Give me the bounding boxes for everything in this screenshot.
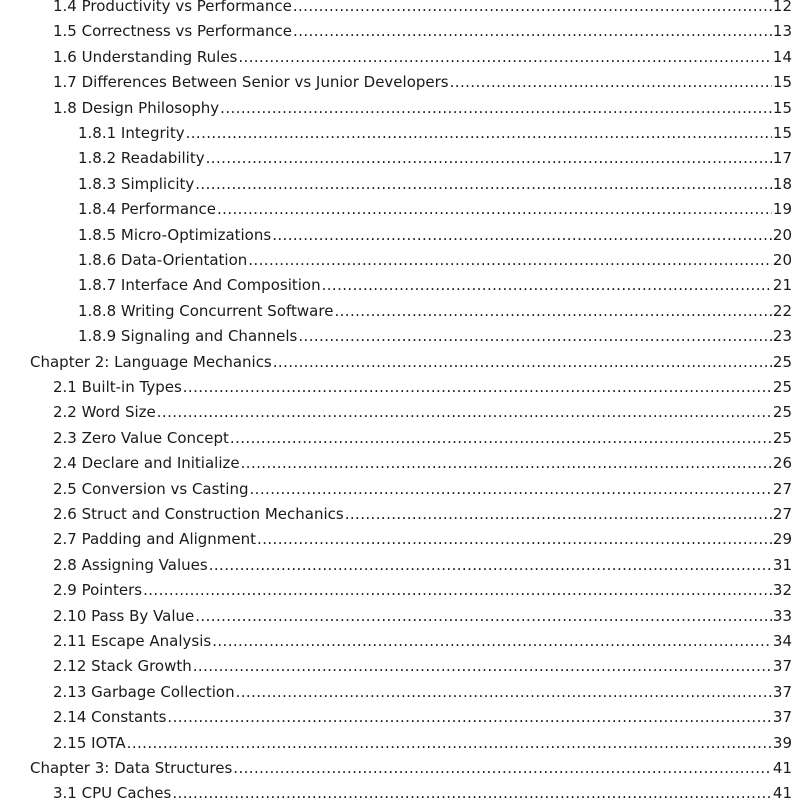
dot-leader — [273, 353, 772, 371]
dot-leader — [143, 581, 772, 599]
toc-entry-page-number: 15 — [772, 73, 792, 92]
toc-entry-title: Chapter 3: Data Structures — [30, 759, 233, 777]
toc-entry-page-number: 34 — [772, 632, 792, 650]
toc-entry-page-number: 41 — [772, 784, 792, 800]
toc-entry[interactable] — [0, 678, 792, 703]
toc-entry-page-number: 25 — [772, 378, 792, 396]
toc-entry[interactable] — [0, 43, 792, 68]
toc-entry[interactable] — [0, 170, 792, 195]
toc-entry-title: 2.4 Declare and Initialize — [53, 454, 240, 473]
toc-entry[interactable] — [0, 246, 792, 271]
toc-entry[interactable] — [0, 703, 792, 728]
toc-entry[interactable] — [0, 525, 792, 550]
toc-entry-title: 2.10 Pass By Value — [53, 606, 195, 625]
toc-entry-title: 1.8.3 Simplicity — [78, 174, 195, 193]
toc-entry[interactable] — [0, 348, 792, 373]
toc-entry-page-number: 27 — [772, 479, 792, 498]
toc-entry[interactable] — [0, 322, 792, 347]
dot-leader — [450, 73, 772, 91]
toc-entry-page-number: 20 — [772, 225, 792, 244]
toc-entry-page-number: 15 — [772, 124, 792, 142]
dot-leader — [298, 327, 772, 345]
dot-leader — [183, 378, 772, 396]
toc-entry[interactable] — [0, 627, 792, 652]
toc-entry-title: 1.8 Design Philosophy — [53, 98, 220, 117]
toc-entry-page-number: 14 — [772, 47, 792, 66]
toc-entry[interactable] — [0, 652, 792, 677]
dot-leader — [157, 403, 772, 421]
toc-entry-page-number: 41 — [772, 759, 792, 777]
dot-leader — [230, 429, 772, 447]
toc-entry[interactable] — [0, 271, 792, 296]
toc-entry[interactable] — [0, 576, 792, 601]
dot-leader — [167, 708, 771, 726]
toc-entry-title: 2.3 Zero Value Concept — [53, 428, 229, 447]
toc-entry-title: 1.8.1 Integrity — [78, 124, 185, 142]
toc-entry-page-number: 23 — [772, 327, 792, 346]
toc-entry-page-number: 33 — [772, 606, 792, 625]
toc-entry-title: 2.9 Pointers — [53, 581, 143, 600]
toc-entry-page-number: 15 — [772, 98, 792, 117]
toc-entry[interactable] — [0, 119, 792, 144]
toc-entry-title: 2.7 Padding and Alignment — [53, 530, 257, 549]
dot-leader — [206, 149, 772, 167]
dot-leader — [233, 759, 772, 777]
toc-entry[interactable] — [0, 602, 792, 627]
toc-entry-page-number: 25 — [772, 352, 792, 371]
toc-entry[interactable] — [0, 17, 792, 42]
dot-leader — [241, 454, 772, 472]
toc-entry[interactable] — [0, 475, 792, 500]
dot-leader — [212, 632, 772, 650]
toc-entry-title: 2.6 Struct and Construction Mechanics — [53, 505, 344, 523]
dot-leader — [195, 175, 772, 193]
toc-entry-page-number: 32 — [772, 581, 792, 600]
toc-entry[interactable] — [0, 373, 792, 398]
toc-entry-page-number: 31 — [772, 555, 792, 574]
toc-entry-title: 2.13 Garbage Collection — [53, 682, 235, 701]
toc-entry-page-number: 13 — [772, 22, 792, 41]
dot-leader — [293, 0, 772, 15]
toc-entry[interactable] — [0, 754, 792, 779]
toc-entry-title: 1.8.4 Performance — [78, 200, 216, 219]
dot-leader — [209, 556, 772, 574]
toc-entry[interactable] — [0, 68, 792, 93]
toc-entry-title: 1.5 Correctness vs Performance — [53, 22, 293, 41]
toc-entry[interactable] — [0, 195, 792, 220]
toc-entry[interactable] — [0, 779, 792, 800]
dot-leader — [345, 505, 772, 523]
toc-entry[interactable] — [0, 144, 792, 169]
toc-entry-page-number: 18 — [772, 174, 792, 193]
dot-leader — [293, 22, 772, 40]
dot-leader — [272, 226, 772, 244]
toc-entry-page-number: 22 — [772, 301, 792, 320]
toc-entry-title: 2.8 Assigning Values — [53, 555, 208, 574]
toc-entry-page-number: 12 — [772, 0, 792, 15]
toc-entry-page-number: 26 — [772, 454, 792, 473]
toc-entry-title: 2.1 Built-in Types — [53, 378, 182, 396]
toc-entry[interactable] — [0, 94, 792, 119]
toc-entry[interactable] — [0, 449, 792, 474]
toc-entry-title: 1.7 Differences Between Senior vs Junior Developers — [53, 73, 449, 92]
toc-entry-title: 1.8.9 Signaling and Channels — [78, 327, 298, 346]
toc-entry-title: 1.8.7 Interface And Composition — [78, 276, 321, 295]
dot-leader — [257, 530, 772, 548]
dot-leader — [322, 276, 772, 294]
dot-leader — [172, 784, 772, 800]
toc-entry-page-number: 19 — [772, 200, 792, 219]
toc-entry[interactable] — [0, 424, 792, 449]
toc-entry-page-number: 17 — [772, 149, 792, 168]
toc-entry[interactable] — [0, 551, 792, 576]
dot-leader — [248, 251, 772, 269]
toc-entry-title: 1.8.2 Readability — [78, 149, 205, 168]
dot-leader — [127, 734, 772, 752]
toc-entry-page-number: 37 — [772, 657, 792, 676]
toc-entry-page-number: 25 — [772, 403, 792, 422]
toc-entry[interactable] — [0, 297, 792, 322]
toc-entry-page-number: 37 — [772, 708, 792, 727]
toc-entry-title: 2.5 Conversion vs Casting — [53, 479, 249, 498]
toc-entry-title: 1.8.6 Data-Orientation — [78, 251, 248, 269]
toc-entry[interactable] — [0, 729, 792, 754]
dot-leader — [250, 480, 772, 498]
toc-entry-title: 2.12 Stack Growth — [53, 657, 192, 676]
toc-entry[interactable] — [0, 500, 792, 525]
dot-leader — [238, 48, 772, 66]
toc-entry-page-number: 21 — [772, 276, 792, 295]
dot-leader — [334, 302, 771, 320]
toc-entry-title: 1.6 Understanding Rules — [53, 47, 238, 66]
toc-entry-title: 2.14 Constants — [53, 708, 167, 727]
toc-entry-page-number: 39 — [772, 733, 792, 752]
toc-entry-title: 2.2 Word Size — [53, 403, 156, 422]
toc-entry-page-number: 29 — [772, 530, 792, 549]
dot-leader — [186, 124, 772, 142]
toc-entry-page-number: 25 — [772, 428, 792, 447]
toc-entry-page-number: 20 — [772, 251, 792, 269]
toc-entry-title: 2.11 Escape Analysis — [53, 632, 212, 650]
dot-leader — [217, 200, 772, 218]
toc-entry-title: Chapter 2: Language Mechanics — [30, 352, 272, 371]
dot-leader — [236, 683, 772, 701]
toc-entry-page-number: 37 — [772, 682, 792, 701]
toc-entry-page-number: 27 — [772, 505, 792, 523]
dot-leader — [220, 99, 772, 117]
dot-leader — [193, 657, 772, 675]
toc-entry-title: 1.8.8 Writing Concurrent Software — [78, 301, 334, 320]
toc-entry[interactable] — [0, 221, 792, 246]
toc-entry-title: 2.15 IOTA — [53, 733, 126, 752]
toc-entry[interactable] — [0, 398, 792, 423]
dot-leader — [195, 607, 772, 625]
toc-entry-title: 1.4 Productivity vs Performance — [53, 0, 292, 15]
toc-entry-title: 3.1 CPU Caches — [53, 784, 172, 800]
toc-entry[interactable] — [0, 0, 792, 17]
toc-entry-title: 1.8.5 Micro-Optimizations — [78, 225, 272, 244]
